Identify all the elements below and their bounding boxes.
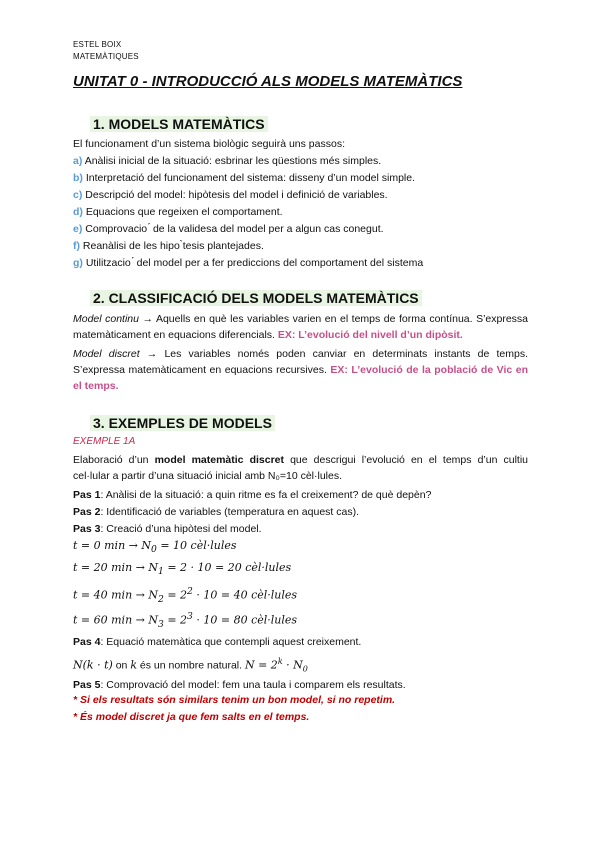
example-label: EXEMPLE 1A [73, 436, 136, 447]
eq-sub: 3 [158, 618, 164, 630]
pas-text: : Equació matemàtica que contempli aquest creixement. [100, 636, 362, 648]
model-discret-paragraph [73, 346, 528, 394]
step-text: Utilitzacio ́ del model per a fer prediccions del comportament del sistema [85, 257, 424, 269]
formula-sup: k [277, 657, 283, 666]
eq-rhs-b: · 10 = 80 cèl·lules [192, 613, 298, 627]
step-text: Equacions que regeixen el comportament. [85, 206, 283, 218]
eq-lhs: t = 0 min → N [73, 539, 151, 552]
pas-label: Pas 5 [73, 679, 101, 691]
equation-2 [73, 586, 297, 605]
formula-a: N(k · t) [73, 658, 113, 672]
eq-lhs: t = 60 min → N [73, 613, 158, 627]
pas-text: : Creació d’una hipòtesi del model. [100, 523, 262, 535]
formula-d: és un nombre natural. [136, 659, 245, 672]
eq-sup: 2 [187, 586, 193, 597]
step-d [73, 204, 283, 220]
step-label: f) [73, 240, 80, 252]
intro-c: que descrigui l’evolució en el temps d’un cultiu cel·lular a partir d’una situació inicial amb N₀=10 cèl·lules. [73, 454, 528, 482]
note-2: * És model discret ja que fem salts en el temps. [73, 711, 310, 723]
formula-f: · N [282, 658, 303, 672]
model-continu-example: EX: L’evolució del nivell d’un dipòsit. [277, 329, 463, 341]
pas-label: Pas 1 [73, 489, 101, 501]
section-2-heading: 2. CLASSIFICACIÓ DELS MODELS MATEMÀTICS [90, 290, 422, 306]
page-title: UNITAT 0 - INTRODUCCIÓ ALS MODELS MATEMÀTICS [73, 73, 463, 90]
eq-sup: 3 [187, 611, 193, 622]
pas-2 [73, 504, 359, 520]
eq-rhs-a: = 2 [167, 588, 188, 602]
step-b [73, 170, 415, 186]
pas-4 [73, 634, 361, 650]
subject: MATEMÀTIQUES [73, 52, 139, 61]
step-e [73, 221, 384, 237]
step-label: c) [73, 189, 83, 201]
pas-text: : Anàlisi de la situació: a quin ritme es fa el creixement? de què depèn? [100, 489, 432, 501]
eq-lhs: t = 20 min → N [73, 561, 158, 574]
formula-e: N = 2 [244, 658, 278, 672]
step-label: a) [73, 155, 83, 167]
eq-rhs: = 2 · 10 = 20 cèl·lules [167, 561, 292, 574]
equation-1 [73, 561, 291, 577]
pas-label: Pas 3 [73, 523, 101, 535]
section-1-intro: El funcionament d’un sistema biològic seguirà uns passos: [73, 138, 345, 150]
eq-rhs-a: = 2 [167, 613, 188, 627]
step-label: d) [73, 206, 83, 218]
step-label: b) [73, 172, 83, 184]
step-c [73, 187, 388, 203]
pas-label: Pas 4 [73, 636, 101, 648]
model-discret-example: EX: L’evolució de la població de Vic en el temps. [73, 364, 529, 392]
section-3-heading: 3. EXEMPLES DE MODELS [90, 415, 275, 431]
eq-lhs: t = 40 min → N [73, 588, 158, 602]
pas-text: : Identificació de variables (temperatura en aquest cas). [100, 506, 360, 518]
eq-sub: 2 [158, 593, 164, 605]
formula-sub: 0 [302, 664, 308, 674]
model-discret-term: Model discret [73, 348, 140, 360]
note-1: * Si els resultats són similars tenim un bon model, si no repetim. [73, 694, 396, 706]
step-text: Interpretació del funcionament del sistema: disseny d’un model simple. [85, 172, 416, 184]
model-continu-term: Model continu [73, 313, 139, 325]
arrow: → [146, 348, 158, 360]
formula-c: k [130, 658, 137, 672]
step-g [73, 255, 423, 271]
step-text: Anàlisi inicial de la situació: esbrinar les qüestions més simples. [84, 155, 382, 167]
example-intro [73, 452, 528, 484]
step-text: Reanàlisi de les hipo ̀tesis plantejades. [82, 240, 264, 252]
author: ESTEL BOIX [73, 40, 122, 49]
step-text: Descripció del model: hipòtesis del model i definició de variables. [85, 189, 388, 201]
pas-1 [73, 487, 431, 503]
pas-3 [73, 521, 262, 537]
formula-b: on [112, 659, 131, 672]
step-f [73, 238, 264, 254]
model-continu-text: Aquells en què les variables varien en el temps de forma contínua. S’expressa matemàticament en equacions diferencials. [73, 313, 529, 341]
eq-rhs: = 10 cèl·lules [160, 539, 237, 552]
eq-sub: 0 [151, 544, 157, 556]
arrow: → [142, 313, 154, 325]
equation-0 [73, 539, 237, 555]
pas-5 [73, 677, 406, 693]
step-label: e) [73, 223, 83, 235]
pas-text: : Comprovació del model: fem una taula i comparem els resultats. [100, 679, 406, 691]
step-label: g) [73, 257, 83, 269]
eq-rhs-b: · 10 = 40 cèl·lules [192, 588, 298, 602]
model-discret-text: Les variables només poden canviar en determinats instants de temps. S’expressa matemàticament en equacions recursives. [73, 348, 529, 376]
equation-3 [73, 611, 297, 630]
pas-label: Pas 2 [73, 506, 101, 518]
intro-a: Elaboració d’un [73, 454, 149, 466]
pas-4-formula [73, 654, 308, 678]
model-continu-paragraph [73, 311, 528, 343]
intro-b: model matemàtic discret [154, 454, 284, 466]
step-a [73, 153, 381, 169]
step-text: Comprovacio ́ de la validesa del model per a algun cas conegut. [85, 223, 384, 235]
eq-sub: 1 [158, 566, 164, 578]
section-1-heading: 1. MODELS MATEMÀTICS [90, 116, 268, 132]
